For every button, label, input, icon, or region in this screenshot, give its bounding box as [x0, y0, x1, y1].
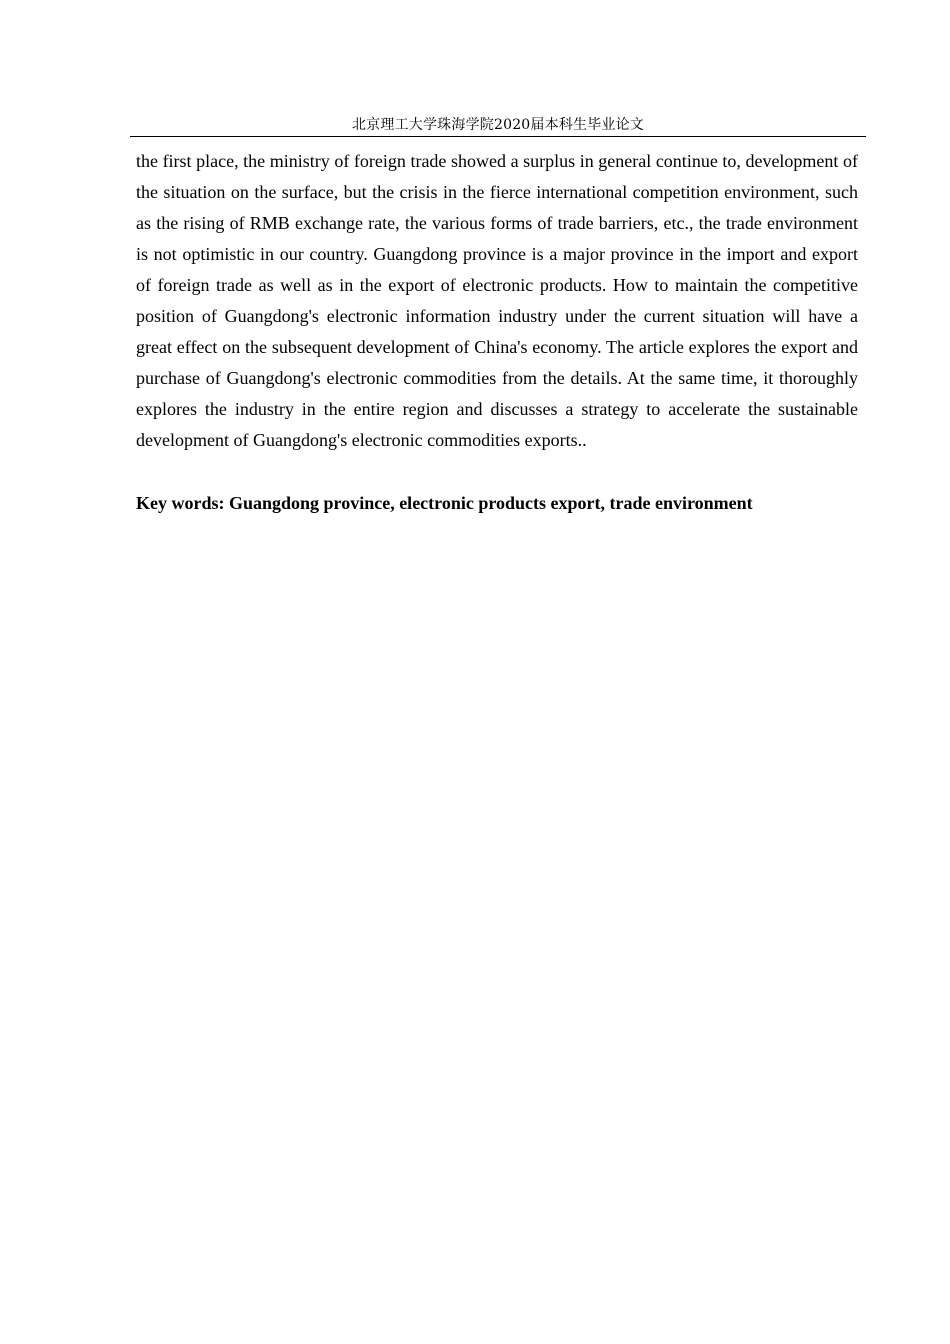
running-header: 北京理工大学珠海学院2020届本科生毕业论文 [130, 114, 866, 137]
abstract-paragraph: the first place, the ministry of foreign trade showed a surplus in general continue to, development of the situation on the surface, but the crisis in the fierce international competition environment, such as the rising of RMB exchange rate, the various forms of trade barriers, etc., the trade environment is not optimistic in our country. Guangdong province is a major province in the import and export of foreign trade as well as in the export of electronic products. How to maintain the competitive position of Guangdong's electronic information industry under the current situation will have a great effect on the subsequent development of China's economy. The article explores the export and purchase of Guangdong's electronic commodities from the details. At the same time, it thoroughly explores the industry in the entire region and discusses a strategy to accelerate the sustainable development of Guangdong's electronic commodities exports.. [136, 151, 858, 450]
keywords-line: Key words: Guangdong province, electronic products export, trade environment [136, 493, 753, 513]
